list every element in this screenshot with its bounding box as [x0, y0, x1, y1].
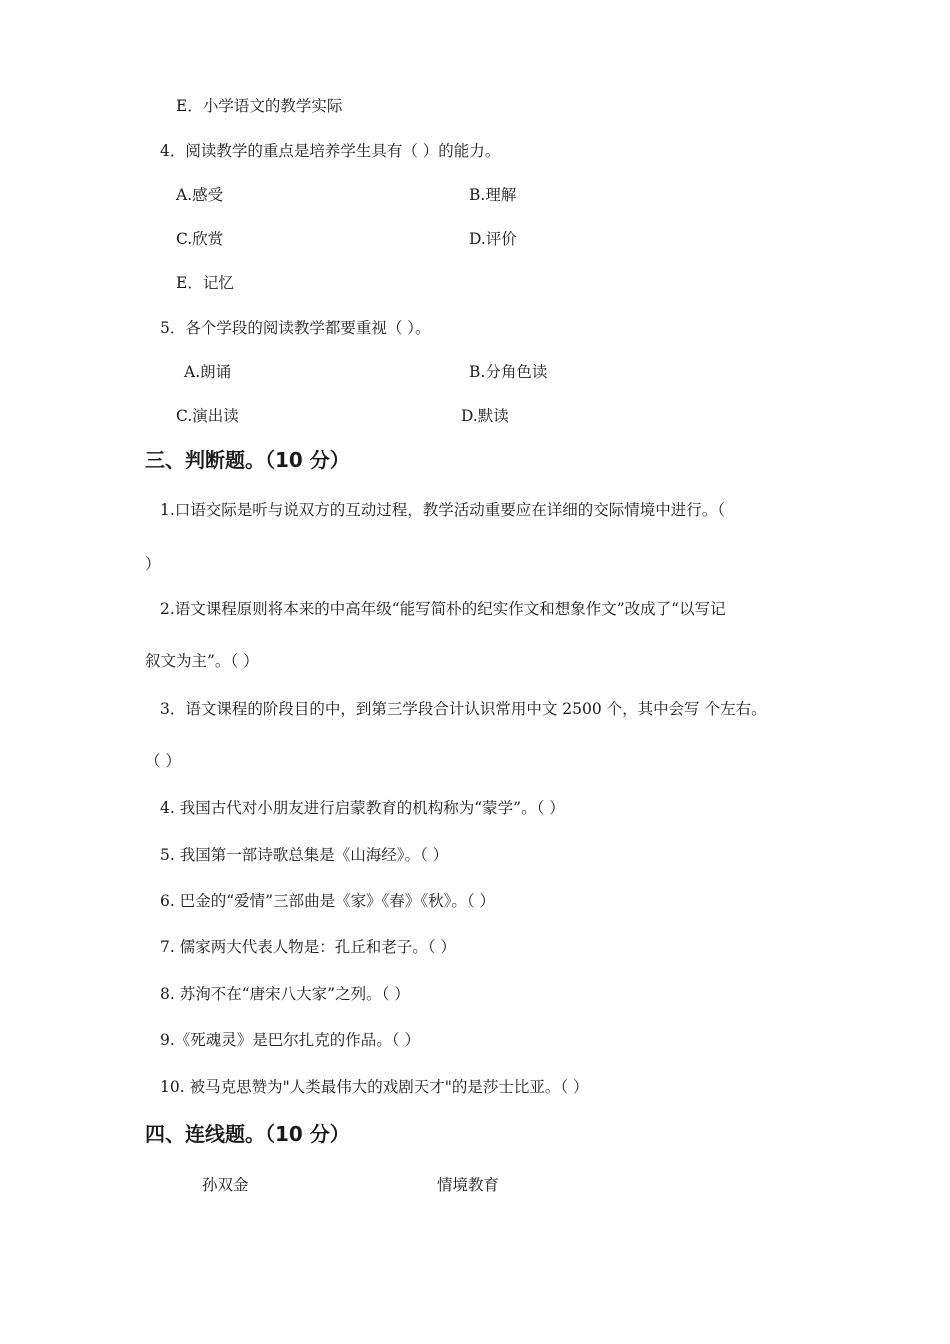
q5-stem: 5．各个学段的阅读教学都要重视（ ）。 — [160, 319, 431, 337]
judge-item-6: 6. 巴金的“爱情”三部曲是《家》《春》《秋》。（ ） — [160, 892, 495, 910]
judge-item-1-line2: ） — [145, 555, 161, 573]
q4-option-c: C.欣赏 — [176, 230, 224, 248]
judge-item-2-line1: 2.语文课程原则将本来的中高年级“能写简朴的纪实作文和想象作文”改成了“以写记 — [160, 600, 726, 618]
judge-item-4: 4. 我国古代对小朋友进行启蒙教育的机构称为“蒙学”。（ ） — [160, 799, 565, 817]
q4-option-e: E．记忆 — [176, 274, 234, 292]
section3-title: 三、判断题。（10 分） — [145, 448, 350, 472]
q5-option-d: D.默读 — [461, 407, 509, 425]
q3-option-e: E．小学语文的教学实际 — [176, 97, 343, 115]
judge-item-9: 9.《死魂灵》是巴尔扎克的作品。（ ） — [160, 1031, 420, 1049]
q4-option-a: A.感受 — [176, 186, 224, 204]
judge-item-7: 7. 儒家两大代表人物是：孔丘和老子。（ ） — [160, 938, 456, 956]
q4-stem: 4．阅读教学的重点是培养学生具有（ ）的能力。 — [160, 142, 501, 160]
judge-item-8: 8. 苏洵不在“唐宋八大家”之列。（ ） — [160, 985, 410, 1003]
judge-item-5: 5. 我国第一部诗歌总集是《山海经》。（ ） — [160, 846, 449, 864]
section4-title: 四、连线题。（10 分） — [145, 1122, 350, 1146]
judge-item-3-line2: （ ） — [145, 752, 181, 770]
judge-item-3-line1: 3．语文课程的阶段目的中，到第三学段合计认识常用中文 2500 个，其中会写 个左右。 — [160, 700, 767, 718]
judge-item-2-line2: 叙文为主”。（ ） — [145, 652, 259, 670]
match-right-item-1: 情境教育 — [437, 1176, 500, 1194]
q5-option-b: B.分角色读 — [469, 363, 548, 381]
q5-option-c: C.演出读 — [176, 407, 239, 425]
match-left-item-1: 孙双金 — [202, 1176, 249, 1194]
q4-option-d: D.评价 — [469, 230, 517, 248]
judge-item-10: 10. 被马克思赞为"人类最伟大的戏剧天才"的是莎士比亚。（ ） — [160, 1078, 589, 1096]
judge-item-1-line1: 1.口语交际是听与说双方的互动过程，教学活动重要应在详细的交际情境中进行。（ — [160, 501, 726, 519]
q4-option-b: B.理解 — [469, 186, 517, 204]
q5-option-a: A.朗诵 — [184, 363, 232, 381]
